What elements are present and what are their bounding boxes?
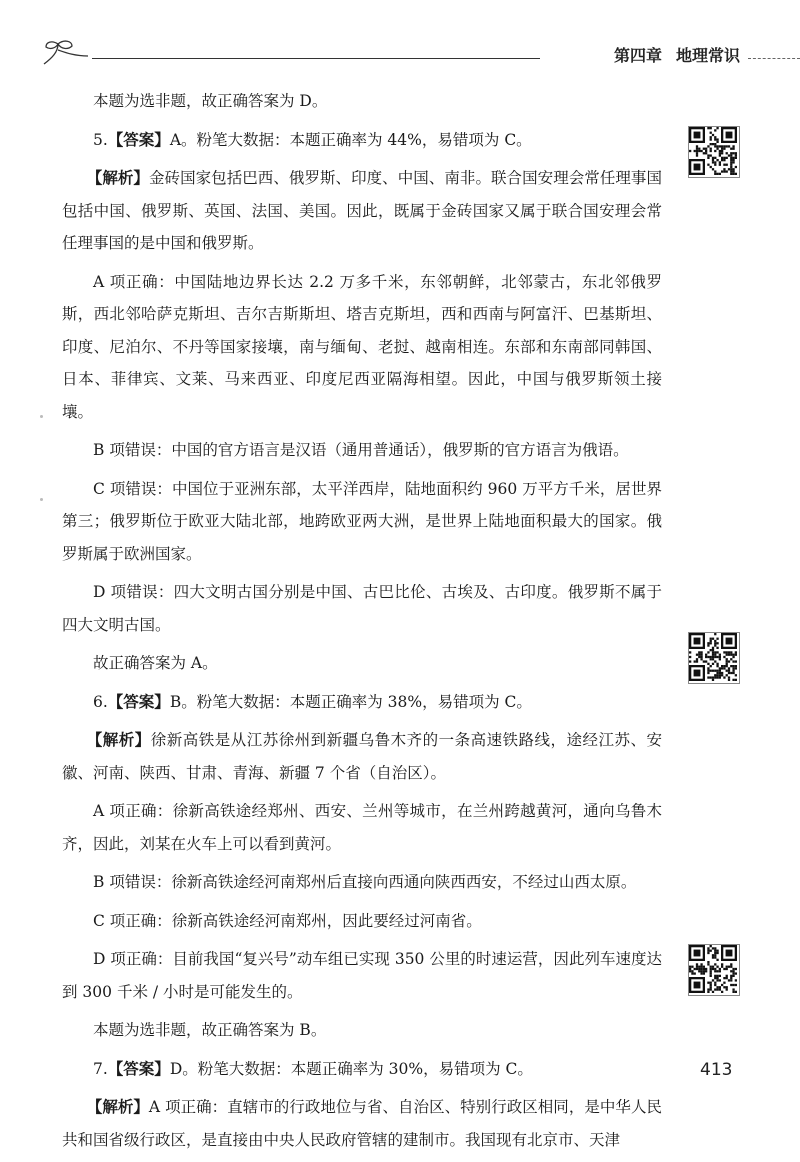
paragraph-text: 本题为选非题，故正确答案为 B。 <box>93 1021 327 1039</box>
analysis-tag: 【解析】 <box>86 168 149 187</box>
paragraph-text: 金砖国家包括巴西、俄罗斯、印度、中国、南非。联合国安理会常任理事国包括中国、俄罗斯、英国、法国、美国。因此，既属于金砖国家又属于联合国安理会常任理事国的是中国和俄罗斯。 <box>62 169 662 252</box>
paragraph <box>62 905 662 938</box>
paragraph <box>62 266 662 429</box>
answer-paragraph-5 <box>62 124 662 157</box>
paragraph <box>62 473 662 571</box>
question-number: 5. <box>93 130 108 149</box>
paragraph-text: A 项正确：中国陆地边界长达 2.2 万多千米，东邻朝鲜，北邻蒙古，东北邻俄罗斯，西北邻哈萨克斯坦、吉尔吉斯斯坦、塔吉克斯坦，西和西南与阿富汗、巴基斯坦、印度、尼泊尔、不丹等国家接壤，南与缅甸、老挝、越南相连。东部和东南部同韩国、日本、菲律宾、文莱、马来西亚、印度尼西亚隔海相望。因此，中国与俄罗斯领土接壤。 <box>62 272 662 421</box>
question-number: 6. <box>93 692 108 711</box>
answer-tag: 【答案】 <box>107 691 170 711</box>
paragraph <box>62 795 662 860</box>
analysis-paragraph-5 <box>62 162 662 260</box>
chapter-heading <box>600 43 740 66</box>
qr-code-icon[interactable] <box>688 126 740 178</box>
analysis-paragraph-6 <box>62 724 662 789</box>
paragraph <box>62 85 662 118</box>
chapter-title: 地理常识 <box>675 46 740 65</box>
chapter-label: 第四章 <box>613 46 662 65</box>
qr-code-icon[interactable] <box>688 632 740 684</box>
page-header <box>40 38 760 68</box>
paragraph <box>62 1014 662 1047</box>
paragraph-text: 故正确答案为 A。 <box>93 654 218 672</box>
qr-code-icon[interactable] <box>688 944 740 996</box>
analysis-tag: 【解析】 <box>86 730 151 749</box>
answer-paragraph-7 <box>62 1053 662 1086</box>
analysis-tag: 【解析】 <box>86 1097 149 1116</box>
analysis-paragraph-7 <box>62 1091 662 1156</box>
margin-mark <box>40 415 43 418</box>
paragraph-text: A 项正确：直辖市的行政地位与省、自治区、特别行政区相同，是中华人民共和国省级行政区，是直接由中央人民政府管辖的建制市。我国现有北京市、天津 <box>62 1098 662 1149</box>
answer-paragraph-6 <box>62 686 662 719</box>
paragraph-text: B 项错误：徐新高铁途经河南郑州后直接向西通向陕西西安，不经过山西太原。 <box>93 873 637 891</box>
paragraph-text: D 项正确：目前我国“复兴号”动车组已实现 350 公里的时速运营，因此列车速度达到 300 千米 / 小时是可能发生的。 <box>62 950 662 1001</box>
paragraph-text: C 项正确：徐新高铁途经河南郑州，因此要经过河南省。 <box>93 911 482 930</box>
header-dash-rule <box>748 58 800 59</box>
answer-tag: 【答案】 <box>107 1058 170 1078</box>
page-number: 413 <box>700 1060 733 1080</box>
paragraph-text: 本题为选非题，故正确答案为 D。 <box>93 92 328 110</box>
paragraph-text: B 项错误：中国的官方语言是汉语（通用普通话），俄罗斯的官方语言为俄语。 <box>93 441 629 459</box>
paragraph <box>62 576 662 641</box>
paragraph <box>62 866 662 899</box>
paragraph <box>62 434 662 467</box>
paragraph-text: A。粉笔大数据：本题正确率为 44%，易错项为 C。 <box>169 130 532 149</box>
paragraph-text: C 项错误：中国位于亚洲东部，太平洋西岸，陆地面积约 960 万平方千米，居世界第三；俄罗斯位于欧亚大陆北部，地跨欧亚两大洲，是世界上陆地面积最大的国家。俄罗斯属于欧洲国家。 <box>62 479 662 563</box>
paragraph-text: D。粉笔大数据：本题正确率为 30%，易错项为 C。 <box>169 1059 533 1078</box>
paragraph-text: B。粉笔大数据：本题正确率为 38%，易错项为 C。 <box>169 692 532 711</box>
paragraph-text: D 项错误：四大文明古国分别是中国、古巴比伦、古埃及、古印度。俄罗斯不属于四大文明古国。 <box>62 583 662 634</box>
sprout-icon <box>40 38 90 66</box>
margin-mark <box>40 498 43 501</box>
question-number: 7. <box>93 1059 108 1078</box>
paragraph-text: 徐新高铁是从江苏徐州到新疆乌鲁木齐的一条高速铁路线，途经江苏、安徽、河南、陕西、甘肃、青海、新疆 7 个省（自治区）。 <box>62 731 662 782</box>
header-rule <box>92 58 540 59</box>
answer-tag: 【答案】 <box>107 129 170 149</box>
paragraph-text: A 项正确：徐新高铁途经郑州、西安、兰州等城市，在兰州跨越黄河，通向乌鲁木齐，因此，刘某在火车上可以看到黄河。 <box>62 802 662 853</box>
paragraph <box>62 647 662 680</box>
paragraph <box>62 943 662 1008</box>
page-content <box>62 85 662 1162</box>
